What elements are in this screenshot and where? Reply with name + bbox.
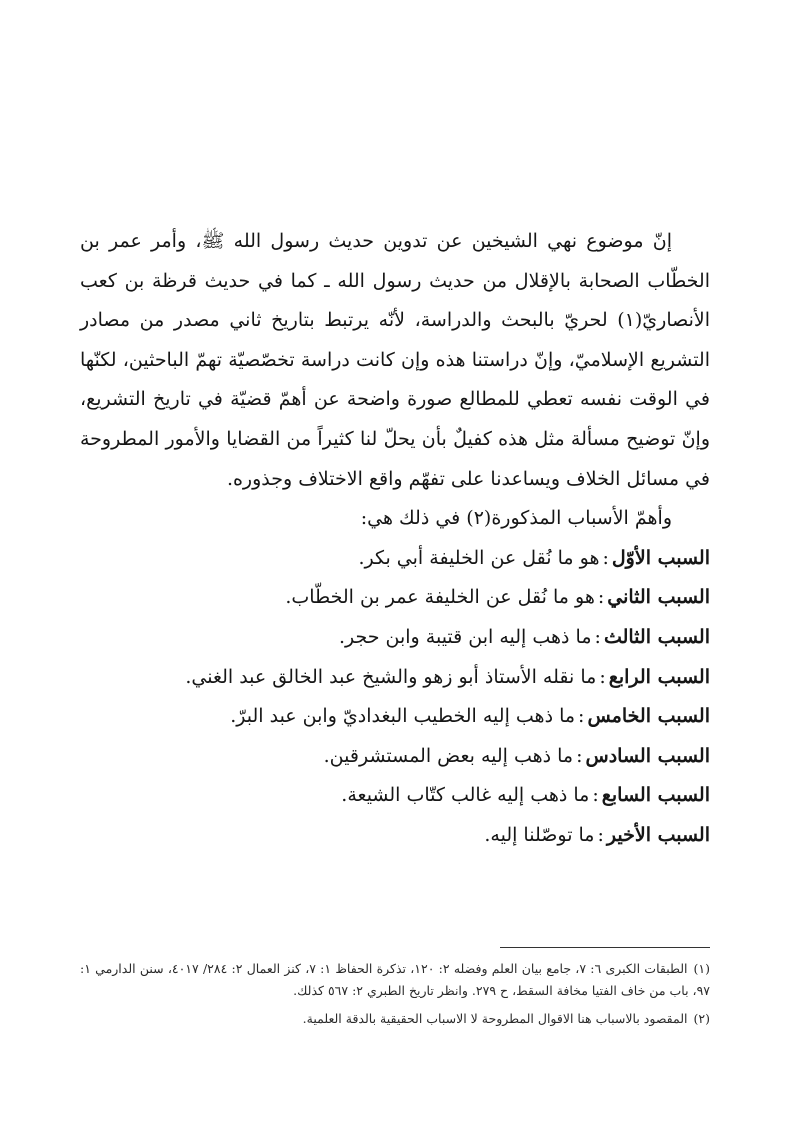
cause-separator: :	[602, 546, 609, 569]
footnote	[80, 958, 710, 1002]
causes-list	[80, 539, 710, 856]
cause-label: السبب السادس	[585, 744, 710, 767]
main-text	[80, 222, 710, 856]
cause-label: السبب الرابع	[608, 665, 710, 688]
cause-text: ما ذهب إليه بعض المستشرقين.	[323, 744, 574, 767]
intro-paragraph: إنّ موضوع نهي الشيخين عن تدوين حديث رسول الله ﷺ، وأمر عمر بن الخطّاب الصحابة بالإقلال من حديث رسول الله ـ كما في حديث قرظة بن كعب الأنصاريّ(١) لحريّ بالبحث والدراسة، لأنّه يرتبط بتاريخ ثاني مصدر من مصادر التشريع الإسلاميّ، وإنّ دراستنا هذه وإن كانت دراسة تخصّصيّة تهمّ الباحثين، لكنّها في الوقت نفسه تعطي للمطالع صورة واضحة عن أهمّ قضيّة في تاريخ التشريع، وإنّ توضيح مسألة مثل هذه كفيلٌ بأن يحلّ لنا كثيراً من القضايا والأمور المطروحة في مسائل الخلاف ويساعدنا على تفهّم واقع الاختلاف وجذوره.	[80, 230, 710, 490]
cause-separator: :	[599, 665, 606, 688]
cause-label: السبب الثالث	[603, 625, 710, 648]
cause-label: السبب الأوّل	[611, 546, 710, 569]
cause-text: ما ذهب إليه غالب كتّاب الشيعة.	[341, 784, 590, 807]
footnote-divider	[500, 947, 710, 948]
cause-text: ما نقله الأستاذ أبو زهو والشيخ عبد الخالق عبد الغني.	[185, 665, 597, 688]
cause-text: هو ما نُقل عن الخليفة أبي بكر.	[358, 546, 600, 569]
cause-text: ما ذهب إليه ابن قتيبة وابن حجر.	[338, 625, 592, 648]
footnote-number: (١)	[693, 961, 711, 976]
cause-separator: :	[576, 744, 583, 767]
cause-item	[80, 697, 710, 737]
cause-item	[80, 816, 710, 856]
cause-item	[80, 776, 710, 816]
cause-separator: :	[597, 823, 604, 846]
cause-separator: :	[594, 625, 601, 648]
cause-text: ما ذهب إليه الخطيب البغداديّ وابن عبد البرّ.	[230, 705, 576, 728]
footnote-number: (٢)	[693, 1011, 710, 1026]
cause-item	[80, 658, 710, 698]
cause-separator: :	[592, 784, 599, 807]
footnote-text: الطبقات الكبرى ٦: ٧، جامع بيان العلم وفضله ٢: ١٢٠، تذكرة الحفاظ ١: ٧، كنز العمال ٢: ٢٨٤/ ٤٠١٧، سنن الدارمي ١: ٩٧، باب من خاف الفتيا مخافة السقط، ح ٢٧٩. وانظر تاريخ الطبري ٢: ٥٦٧ كذلك.	[80, 961, 710, 998]
footnote-text: المقصود بالاسباب هنا الاقوال المطروحة لا الاسباب الحقيقية بالدقة العلمية.	[302, 1011, 688, 1026]
cause-label: السبب الثاني	[607, 586, 710, 609]
footnote	[80, 1008, 710, 1030]
cause-item	[80, 618, 710, 658]
cause-text: هو ما نُقل عن الخليفة عمر بن الخطّاب.	[285, 586, 595, 609]
cause-text: ما توصّلنا إليه.	[484, 823, 595, 846]
cause-label: السبب السابع	[601, 784, 710, 807]
causes-intro: وأهمّ الأسباب المذكورة(٢) في ذلك هي:	[360, 507, 672, 530]
cause-item	[80, 539, 710, 579]
cause-item	[80, 737, 710, 777]
cause-label: السبب الأخير	[606, 823, 710, 846]
cause-separator: :	[578, 705, 585, 728]
cause-item	[80, 578, 710, 618]
cause-label: السبب الخامس	[587, 705, 710, 728]
cause-separator: :	[597, 586, 605, 609]
footnotes	[80, 958, 710, 1036]
